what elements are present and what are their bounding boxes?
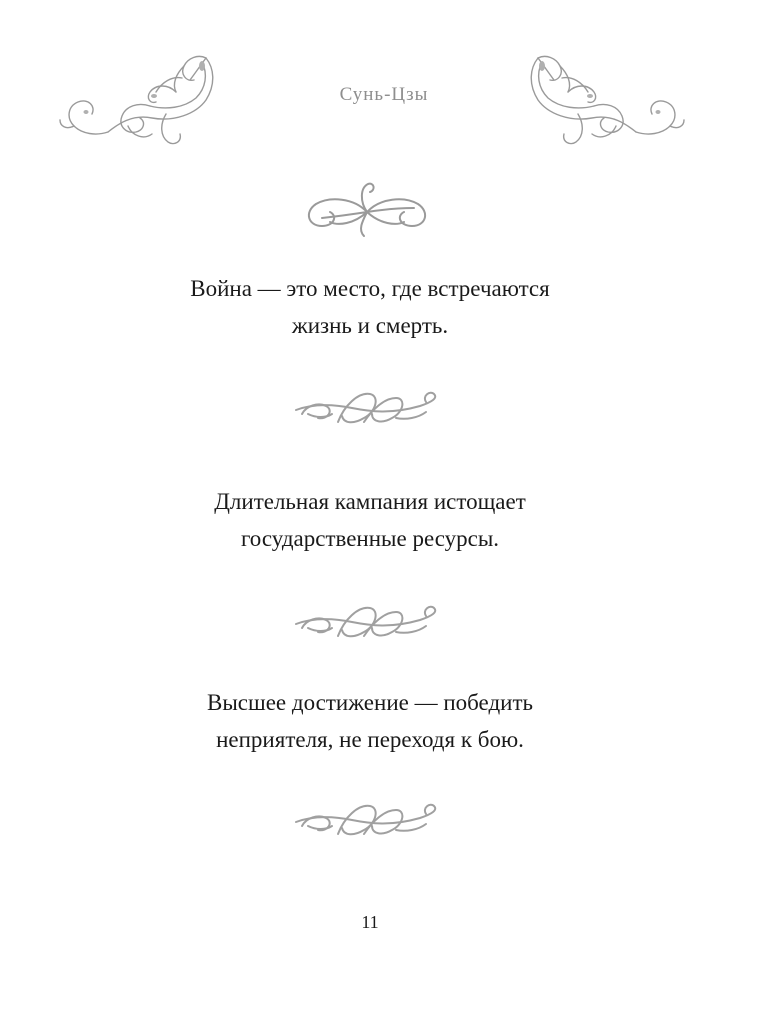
right-corner-ornament-icon <box>520 44 688 148</box>
quote-line: Война — это место, где встречаются <box>190 276 550 301</box>
page-number: 11 <box>361 912 379 932</box>
running-title: Сунь-Цзы <box>339 84 429 105</box>
quote-line: жизнь и смерть. <box>291 313 449 338</box>
quote-line: государственные ресурсы. <box>240 526 500 551</box>
loop-divider-icon <box>292 598 442 644</box>
quote-block <box>0 483 740 557</box>
quote-line: Длительная кампания истощает <box>214 489 526 514</box>
quote-block <box>0 684 740 758</box>
loop-divider-icon <box>292 796 442 842</box>
quote-line: неприятеля, не переходя к бою. <box>216 727 524 752</box>
quote-block <box>0 270 740 344</box>
knot-flourish-icon <box>300 178 434 244</box>
quote-line: Высшее достижение — победить <box>206 690 533 715</box>
loop-divider-icon <box>292 384 442 430</box>
